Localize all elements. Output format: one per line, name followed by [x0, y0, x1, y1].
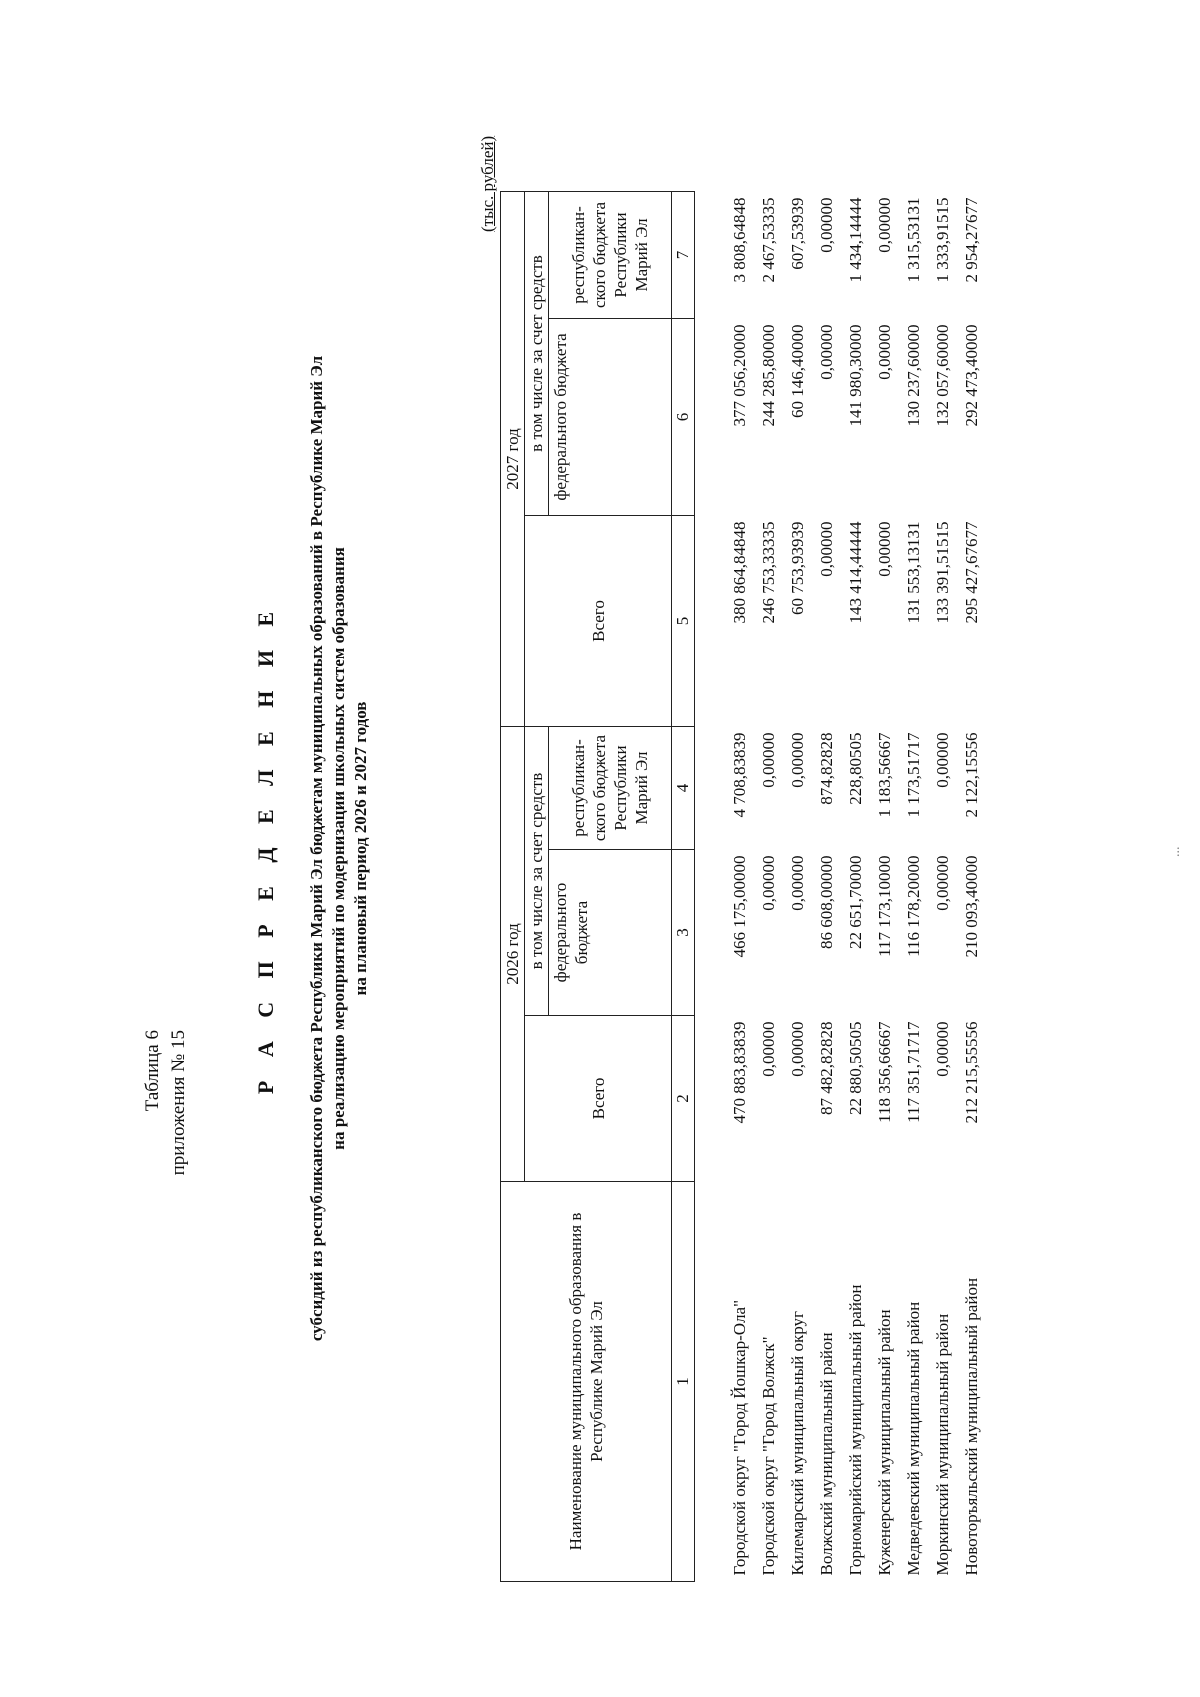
table-row — [783, 191, 812, 1581]
table-row — [754, 191, 783, 1581]
header-2027-republic: республикан-ского бюджета Республики Марий Эл — [549, 191, 672, 318]
table-row — [841, 191, 870, 1581]
total-2026-cell: 212 215,55556 — [962, 1021, 981, 1124]
column-number-1: 1 — [672, 1182, 695, 1582]
units-label: (тыс. рублей) — [478, 135, 497, 232]
total-2026-cell: 87 482,82828 — [817, 1021, 836, 1115]
municipality-name-cell: Килемарский муниципальный округ — [788, 1311, 807, 1576]
federal-2026-cell: 466 175,00000 — [730, 855, 749, 958]
federal-2027-cell: 130 237,60000 — [904, 324, 923, 427]
federal-2027-cell: 0,00000 — [875, 324, 894, 380]
total-2026-cell: 0,00000 — [788, 1021, 807, 1077]
total-2026-cell: 118 356,66667 — [875, 1021, 894, 1123]
republic-2026-cell: 228,80505 — [846, 732, 865, 805]
header-year-2027: 2027 год — [501, 191, 525, 726]
header-2026-total: Всего — [525, 1016, 672, 1182]
table-body — [695, 191, 987, 1581]
table-row — [870, 191, 899, 1581]
total-2026-cell: 117 351,71717 — [904, 1021, 923, 1123]
document-subheading — [306, 0, 372, 1697]
republic-2026-cell: 0,00000 — [759, 732, 778, 788]
federal-2026-cell: 0,00000 — [933, 855, 952, 911]
caption-appendix: приложения № 15 — [168, 1030, 189, 1176]
total-2026-cell: 0,00000 — [759, 1021, 778, 1077]
federal-2026-cell: 210 093,40000 — [962, 855, 981, 958]
republic-2027-cell: 2 467,53335 — [759, 197, 778, 283]
header-year-2026: 2026 год — [501, 726, 525, 1181]
republic-2026-cell: 874,82828 — [817, 732, 836, 805]
republic-2027-cell: 607,53939 — [788, 197, 807, 270]
municipality-name-cell: Волжский муниципальный район — [817, 1332, 836, 1576]
municipality-name-cell: Куженерский муниципальный район — [875, 1309, 894, 1576]
total-2027-cell: 131 553,13131 — [904, 521, 923, 624]
header-2027-including: в том числе за счет средств — [525, 191, 549, 515]
municipality-name-cell: Городской округ "Город Йошкар-Ола" — [730, 1299, 749, 1576]
table-row — [899, 191, 928, 1581]
table-row — [928, 191, 957, 1581]
federal-2027-cell: 141 980,30000 — [846, 324, 865, 427]
header-2026-republic: республикан-ского бюджета Республики Марий Эл — [549, 726, 672, 849]
republic-2027-cell: 1 434,14444 — [846, 197, 865, 283]
federal-2026-cell: 116 178,20000 — [904, 855, 923, 957]
total-2027-cell: 380 864,84848 — [730, 521, 749, 624]
column-number-4: 4 — [672, 726, 695, 849]
total-2027-cell: 0,00000 — [875, 521, 894, 577]
header-2026-federal: федерального бюджета — [549, 850, 672, 1016]
municipality-name-cell: Новоторъяльский муниципальный район — [962, 1277, 981, 1576]
column-number-5: 5 — [672, 515, 695, 726]
municipality-name-cell: Моркинский муниципальный район — [933, 1313, 952, 1576]
subheading-line-3: на плановый период 2026 и 2027 годов — [351, 701, 370, 996]
table-row — [725, 191, 754, 1581]
republic-2026-cell: 0,00000 — [788, 732, 807, 788]
federal-2026-cell: 0,00000 — [788, 855, 807, 911]
federal-2026-cell: 22 651,70000 — [846, 855, 865, 949]
table-spacer — [695, 191, 726, 1581]
subheading-line-1: субсидий из республиканского бюджета Республики Марий Эл бюджетам муниципальных образований в Республике Марий Эл — [307, 355, 326, 1342]
republic-2026-cell: 1 183,56667 — [875, 732, 894, 818]
republic-2026-cell: 0,00000 — [933, 732, 952, 788]
federal-2027-cell: 377 056,20000 — [730, 324, 749, 427]
federal-2027-cell: 60 146,40000 — [788, 324, 807, 418]
header-2027-federal: федерального бюджета — [549, 318, 672, 515]
header-2027-total: Всего — [525, 515, 672, 726]
total-2027-cell: 143 414,44444 — [846, 521, 865, 624]
municipality-name-cell: Горномарийский муниципальный район — [846, 1284, 865, 1576]
federal-2026-cell: 117 173,10000 — [875, 855, 894, 957]
republic-2026-cell: 4 708,83839 — [730, 732, 749, 818]
table-row — [812, 191, 841, 1581]
municipality-name-cell: Городской округ "Город Волжск" — [759, 1336, 778, 1576]
federal-2027-cell: 132 057,60000 — [933, 324, 952, 427]
table-caption — [140, 1030, 192, 1175]
total-2027-cell: 295 427,67677 — [962, 521, 981, 624]
total-2027-cell: 246 753,33335 — [759, 521, 778, 624]
municipality-name-cell: Медведевский муниципальный район — [904, 1301, 923, 1576]
federal-2026-cell: 86 608,00000 — [817, 855, 836, 949]
total-2027-cell: 60 753,93939 — [788, 521, 807, 615]
total-2027-cell: 133 391,51515 — [933, 521, 952, 624]
table-row — [957, 191, 986, 1581]
column-number-6: 6 — [672, 318, 695, 515]
republic-2027-cell: 2 954,27677 — [962, 197, 981, 283]
caption-table-number: Таблица 6 — [142, 1030, 163, 1112]
document-heading: Р А С П Р Е Д Е Л Е Н И Е — [253, 602, 278, 1095]
distribution-table — [500, 191, 986, 1582]
republic-2027-cell: 1 333,91515 — [933, 197, 952, 283]
total-2026-cell: 22 880,50505 — [846, 1021, 865, 1115]
header-2026-including: в том числе за счет средств — [525, 726, 549, 1015]
republic-2027-cell: 3 808,64848 — [730, 197, 749, 283]
federal-2027-cell: 244 285,80000 — [759, 324, 778, 427]
column-number-7: 7 — [672, 191, 695, 318]
federal-2027-cell: 292 473,40000 — [962, 324, 981, 427]
republic-2027-cell: 0,00000 — [875, 197, 894, 253]
subheading-line-2: на реализацию мероприятий по модернизации школьных систем образования — [329, 547, 348, 1150]
column-number-2: 2 — [672, 1016, 695, 1182]
federal-2027-cell: 0,00000 — [817, 324, 836, 380]
total-2026-cell: 470 883,83839 — [730, 1021, 749, 1124]
column-number-3: 3 — [672, 850, 695, 1016]
total-2027-cell: 0,00000 — [817, 521, 836, 577]
page-marker: ... — [1168, 846, 1183, 857]
republic-2027-cell: 1 315,53131 — [904, 197, 923, 283]
header-municipality-name: Наименование муниципального образования в Республике Марий Эл — [501, 1182, 672, 1582]
republic-2026-cell: 2 122,15556 — [962, 732, 981, 818]
republic-2027-cell: 0,00000 — [817, 197, 836, 253]
federal-2026-cell: 0,00000 — [759, 855, 778, 911]
total-2026-cell: 0,00000 — [933, 1021, 952, 1077]
republic-2026-cell: 1 173,51717 — [904, 732, 923, 818]
